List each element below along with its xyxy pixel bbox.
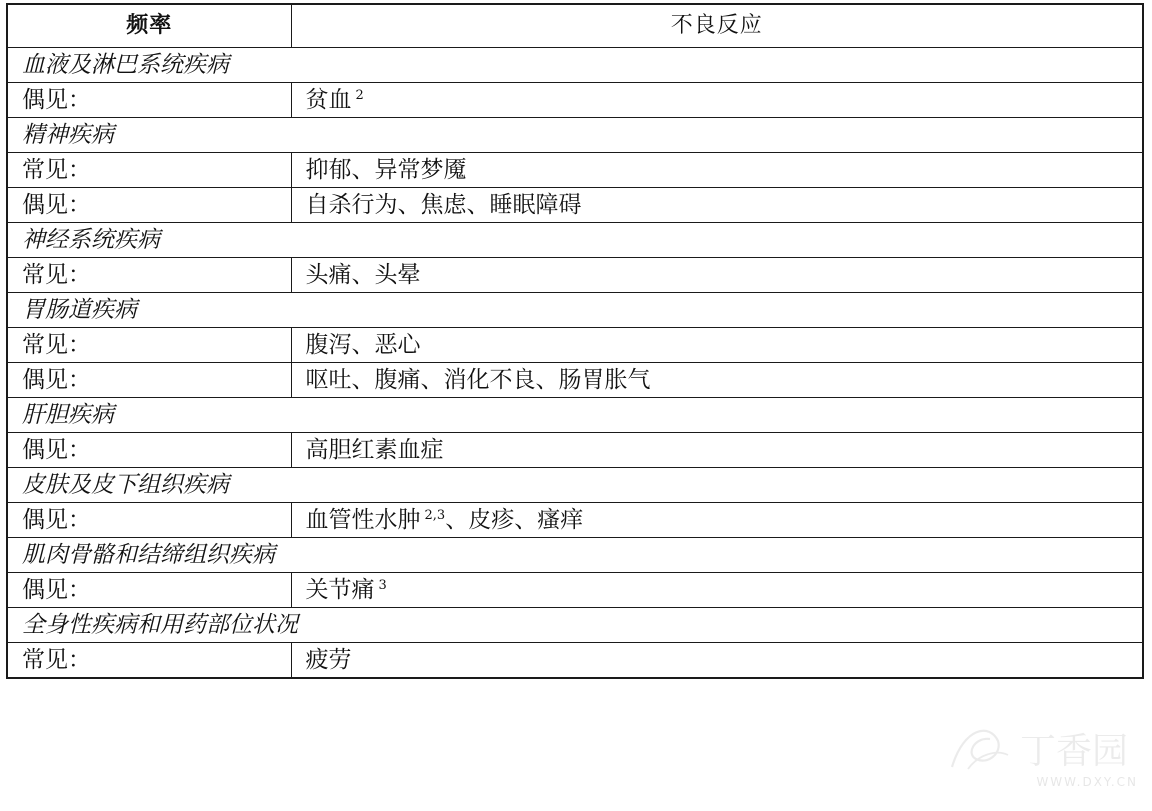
- frequency-cell: 偶见：: [7, 83, 291, 118]
- category-label: 肌肉骨骼和结缔组织疾病: [7, 538, 1143, 573]
- table-row: [7, 643, 1143, 679]
- category-row: [7, 468, 1143, 503]
- header-adverse-reaction: 不良反应: [291, 4, 1143, 48]
- reaction-cell: [291, 643, 1143, 679]
- reaction-text: 贫血: [305, 86, 352, 113]
- reaction-cell: [291, 83, 1143, 118]
- table-row: [7, 188, 1143, 223]
- adverse-reactions-table: [6, 3, 1144, 679]
- watermark-url: WWW.DXY.CN: [1036, 775, 1138, 789]
- category-row: [7, 608, 1143, 643]
- footnote-reference: 3: [378, 577, 387, 593]
- watermark: [938, 719, 1138, 789]
- reaction-text: 血管性水肿: [305, 506, 421, 533]
- category-row: [7, 223, 1143, 258]
- header-row: [7, 4, 1143, 48]
- document-page: [6, 3, 1142, 679]
- reaction-text: 疲劳: [305, 646, 352, 673]
- reaction-text: 自杀行为、焦虑、睡眠障碍: [305, 191, 582, 218]
- table-body: [7, 48, 1143, 679]
- table-row: [7, 433, 1143, 468]
- frequency-cell: 常见：: [7, 643, 291, 679]
- frequency-cell: 常见：: [7, 258, 291, 293]
- reaction-cell: [291, 503, 1143, 538]
- table-row: [7, 328, 1143, 363]
- table-row: [7, 153, 1143, 188]
- footnote-reference: 2: [355, 87, 364, 103]
- frequency-cell: 偶见：: [7, 363, 291, 398]
- table-row: [7, 258, 1143, 293]
- category-label: 血液及淋巴系统疾病: [7, 48, 1143, 83]
- watermark-logo-text: 丁香园: [1020, 731, 1129, 772]
- reaction-cell: [291, 573, 1143, 608]
- category-row: [7, 118, 1143, 153]
- reaction-cell: [291, 363, 1143, 398]
- reaction-text: 高胆红素血症: [305, 436, 444, 463]
- category-row: [7, 538, 1143, 573]
- category-label: 胃肠道疾病: [7, 293, 1143, 328]
- table-header: [7, 4, 1143, 48]
- category-label: 神经系统疾病: [7, 223, 1143, 258]
- frequency-cell: 常见：: [7, 153, 291, 188]
- category-label: 肝胆疾病: [7, 398, 1143, 433]
- header-frequency: 频率: [7, 4, 291, 48]
- reaction-text: 呕吐、腹痛、消化不良、肠胃胀气: [305, 366, 651, 393]
- frequency-cell: 偶见：: [7, 573, 291, 608]
- reaction-cell: [291, 328, 1143, 363]
- category-row: [7, 48, 1143, 83]
- reaction-text: 头痛、头晕: [305, 261, 421, 288]
- table-row: [7, 503, 1143, 538]
- frequency-cell: 偶见：: [7, 433, 291, 468]
- category-row: [7, 293, 1143, 328]
- dxy-logo-icon: [938, 719, 1138, 775]
- frequency-cell: 偶见：: [7, 503, 291, 538]
- footnote-reference: 2,3: [424, 507, 446, 523]
- category-label: 精神疾病: [7, 118, 1143, 153]
- reaction-text: 抑郁、异常梦魇: [305, 156, 467, 183]
- frequency-cell: 常见：: [7, 328, 291, 363]
- table-row: [7, 573, 1143, 608]
- category-label: 全身性疾病和用药部位状况: [7, 608, 1143, 643]
- reaction-cell: [291, 153, 1143, 188]
- reaction-cell: [291, 188, 1143, 223]
- reaction-cell: [291, 433, 1143, 468]
- category-row: [7, 398, 1143, 433]
- category-label: 皮肤及皮下组织疾病: [7, 468, 1143, 503]
- reaction-text-continued: 、皮疹、瘙痒: [445, 506, 584, 533]
- reaction-text: 关节痛: [305, 576, 375, 603]
- table-row: [7, 83, 1143, 118]
- frequency-cell: 偶见：: [7, 188, 291, 223]
- reaction-cell: [291, 258, 1143, 293]
- reaction-text: 腹泻、恶心: [305, 331, 421, 358]
- table-row: [7, 363, 1143, 398]
